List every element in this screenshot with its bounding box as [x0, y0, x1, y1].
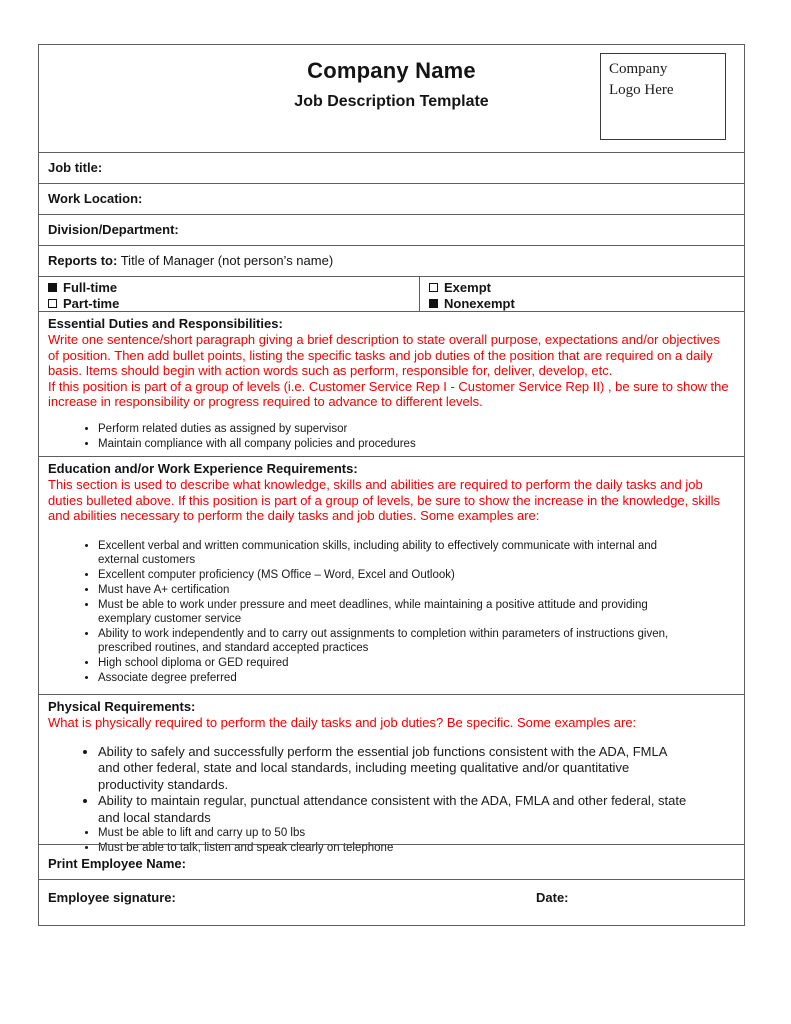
bullet-item: • Perform related duties as assigned by supervisor	[98, 422, 691, 437]
essential-duties-title: Essential Duties and Responsibilities:	[48, 316, 283, 331]
nonexempt-option[interactable]	[429, 295, 736, 311]
physical-requirements-title: Physical Requirements:	[48, 699, 196, 714]
employment-schedule-cell	[39, 277, 420, 311]
print-employee-name-label: Print Employee Name:	[48, 856, 186, 871]
division-department-label: Division/Department:	[48, 222, 179, 237]
field-row-job-title[interactable]	[39, 152, 744, 183]
bullet-item: • Ability to maintain regular, punctual attendance consistent with the ADA, FMLA and other federal, state and local standards	[98, 793, 691, 826]
bullet-item: • Excellent computer proficiency (MS Office – Word, Excel and Outlook)	[98, 568, 691, 583]
date-label: Date:	[536, 890, 569, 905]
bullet-item: • Must be able to work under pressure and meet deadlines, while maintaining a positive attitude and providing exemplary customer service	[98, 598, 691, 627]
education-bullet-list	[48, 539, 736, 686]
instruction-paragraph: Write one sentence/short paragraph giving a brief description to state overall purpose, expectations and/or objectives of position. Then add bullet points, listing the specific tasks and job duties of the position that are required on a daily basis. Items should begin with action words such as perform, responsible for, deliver, develop, etc.	[48, 332, 720, 378]
reports-to-label: Reports to:	[48, 253, 118, 268]
print-employee-name-row[interactable]	[39, 844, 744, 879]
essential-duties-bullet-list	[48, 422, 736, 452]
bullet-item: • Excellent verbal and written communication skills, including ability to effectively communicate with internal and external customers	[98, 539, 691, 568]
employee-signature-label: Employee signature:	[48, 890, 176, 905]
field-row-work-location[interactable]	[39, 183, 744, 214]
instruction-paragraph: If this position is part of a group of levels (i.e. Customer Service Rep I - Customer Service Rep II) , be sure to show the increase in responsibility or progress required to advance to different levels.	[48, 378, 729, 409]
bullet-item: • Ability to safely and successfully perform the essential job functions consistent with the ADA, FMLA and other federal, state and local standards, including meeting qualitative and/or quantitative productivity standards.	[98, 744, 691, 794]
physical-requirements-instructions	[48, 715, 736, 731]
section-education-experience	[39, 456, 744, 694]
bullet-item: • Ability to work independently and to carry out assignments to completion within parameters of instructions given, prescribed routines, and standard accepted practices	[98, 627, 691, 656]
bullet-item: • Must be able to talk, listen and speak clearly on telephone	[98, 841, 691, 856]
document-header	[39, 45, 744, 152]
fulltime-option[interactable]	[48, 279, 411, 295]
parttime-option[interactable]	[48, 295, 411, 311]
exempt-label: Exempt	[444, 279, 491, 295]
field-row-reports-to[interactable]	[39, 245, 744, 276]
document-subtitle: Job Description Template	[294, 93, 489, 110]
job-title-label: Job title:	[48, 160, 103, 175]
nonexempt-checkbox-icon[interactable]	[429, 299, 438, 308]
education-requirements-title: Education and/or Work Experience Requirements:	[48, 461, 358, 476]
instruction-paragraph: This section is used to describe what knowledge, skills and abilities are required to perform the daily tasks and job duties bulleted above. If this position is part of a group of levels, be sure to show the increase in the knowledge, skills and abilities necessary to perform the daily tasks and job duties. Some examples are:	[48, 477, 721, 523]
bullet-item: • Must be able to lift and carry up to 50 lbs	[98, 826, 691, 841]
employment-type-row	[39, 276, 744, 311]
company-logo-text: Company Logo Here	[609, 61, 674, 98]
essential-duties-instructions	[48, 332, 736, 410]
employee-signature-row[interactable]	[39, 879, 744, 925]
bullet-item: • Must have A+ certification	[98, 583, 691, 598]
bullet-item: • Associate degree preferred	[98, 671, 691, 686]
education-requirements-instructions	[48, 477, 736, 524]
field-row-division-department[interactable]	[39, 214, 744, 245]
exempt-option[interactable]	[429, 279, 736, 295]
reports-to-value: Title of Manager (not person’s name)	[117, 253, 334, 268]
bullet-item: • High school diploma or GED required	[98, 656, 691, 671]
exempt-checkbox-icon[interactable]	[429, 283, 438, 292]
job-description-table	[38, 44, 745, 926]
work-location-label: Work Location:	[48, 191, 143, 206]
employment-status-cell	[420, 277, 744, 311]
bullet-item: • Maintain compliance with all company policies and procedures	[98, 437, 691, 452]
fulltime-checkbox-icon[interactable]	[48, 283, 57, 292]
section-physical-requirements	[39, 694, 744, 854]
company-logo-placeholder	[600, 53, 726, 140]
physical-bullet-list	[48, 744, 736, 857]
parttime-checkbox-icon[interactable]	[48, 299, 57, 308]
parttime-label: Part-time	[63, 295, 120, 311]
nonexempt-label: Nonexempt	[444, 295, 515, 311]
fulltime-label: Full-time	[63, 279, 118, 295]
section-essential-duties	[39, 311, 744, 456]
instruction-paragraph: What is physically required to perform the daily tasks and job duties? Be specific. Some examples are:	[48, 715, 637, 730]
company-name-title: Company Name	[307, 58, 476, 83]
